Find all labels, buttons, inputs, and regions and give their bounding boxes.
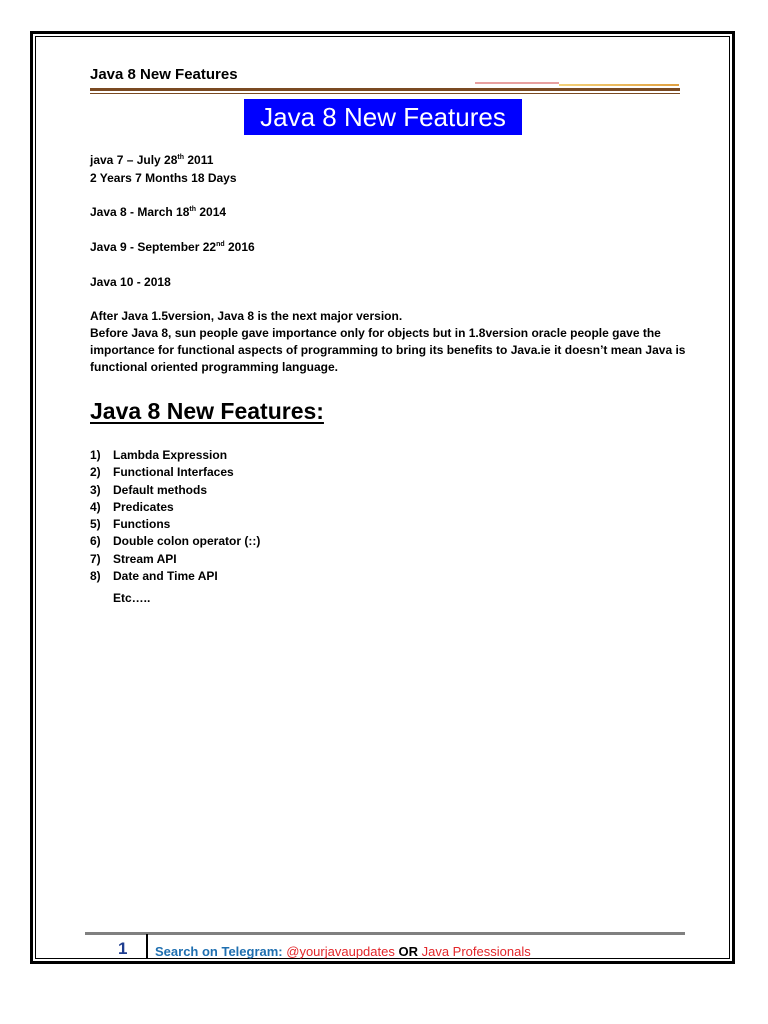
- telegram-group-link[interactable]: Java Professionals: [421, 944, 531, 959]
- header-rule: [90, 88, 680, 91]
- header-accent-orange: [559, 84, 679, 86]
- telegram-handle-link[interactable]: @yourjavaupdates: [286, 944, 395, 959]
- footer-search-label: Search on Telegram:: [155, 944, 287, 959]
- features-list: [90, 447, 260, 585]
- etc-text: Etc…..: [113, 591, 151, 605]
- java10-line: Java 10 - 2018: [90, 275, 171, 289]
- java7-line: java 7 – July 28th 2011: [90, 153, 214, 167]
- section-heading: Java 8 New Features:: [90, 398, 324, 424]
- footer-text: [155, 944, 531, 959]
- paragraph-line1: After Java 1.5version, Java 8 is the next major version.: [90, 309, 403, 323]
- header-title: Java 8 New Features: [90, 66, 238, 83]
- gap-line: 2 Years 7 Months 18 Days: [90, 171, 237, 185]
- footer-divider: [146, 934, 148, 959]
- list-item: 7) Stream API: [90, 551, 177, 566]
- paragraph-body: Before Java 8, sun people gave importance only for objects but in 1.8version oracle people gave the importance for functional aspects of programming to bring its benefits to Java.ie it doesn’t mean Java is functional oriented programming language.: [90, 326, 686, 374]
- footer-rule: [85, 932, 685, 935]
- java9-line: Java 9 - September 22nd 2016: [90, 240, 255, 254]
- header-accent-red: [475, 82, 559, 84]
- list-item: 3) Default methods: [90, 482, 208, 497]
- list-item: 5) Functions: [90, 517, 171, 532]
- header-rule-thin: [90, 93, 680, 94]
- main-title: Java 8 New Features: [244, 99, 522, 135]
- list-item: 1) Lambda Expression: [90, 448, 228, 462]
- java8-line: Java 8 - March 18th 2014: [90, 205, 227, 219]
- footer-or: OR: [394, 944, 422, 959]
- list-item: 6) Double colon operator (::): [90, 534, 261, 549]
- page-number: 1: [118, 939, 128, 958]
- list-item: 2) Functional Interfaces: [90, 465, 234, 480]
- list-item: 4) Predicates: [90, 499, 174, 514]
- list-item: 8) Date and Time API: [90, 569, 218, 584]
